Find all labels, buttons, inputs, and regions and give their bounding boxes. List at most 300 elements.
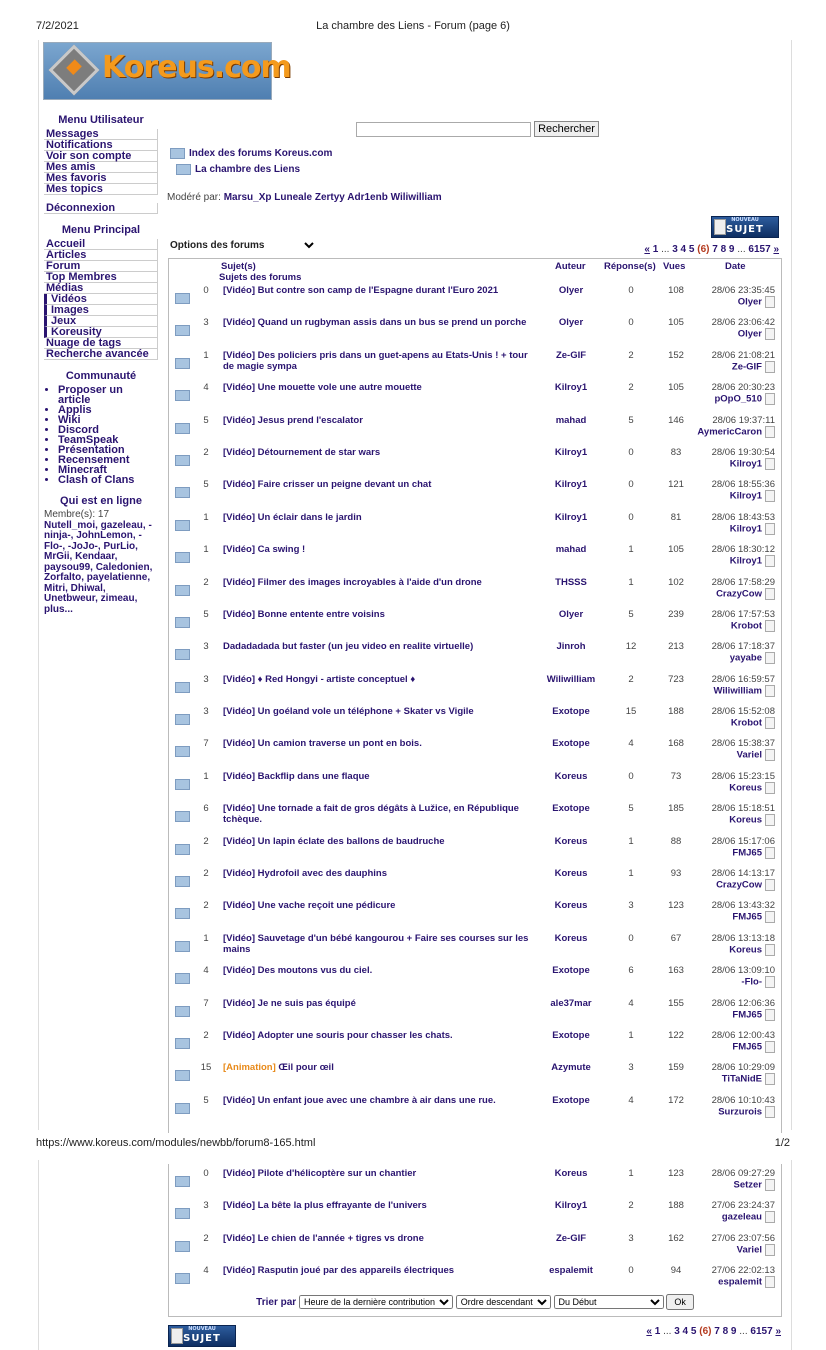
topic-author[interactable]: Exotope xyxy=(552,803,590,815)
last-post-icon[interactable] xyxy=(765,555,775,567)
pager-next[interactable]: » xyxy=(773,244,779,255)
topic-last-poster[interactable]: pOpO_510 xyxy=(714,393,762,405)
topic-author[interactable]: Koreus xyxy=(554,770,588,782)
topic-author[interactable]: THSSS xyxy=(555,576,587,588)
topic-author[interactable]: Koreus xyxy=(554,835,588,847)
topic-replies: 3 xyxy=(628,1232,634,1244)
topic-replies: 0 xyxy=(628,932,634,944)
last-post-icon[interactable] xyxy=(765,814,775,826)
topic-subject[interactable] xyxy=(223,1168,539,1179)
last-post-icon[interactable] xyxy=(765,393,775,405)
topic-last-poster[interactable]: Variel xyxy=(736,1244,762,1256)
last-post-icon[interactable] xyxy=(765,620,775,632)
topic-tag[interactable]: [Vidéo] xyxy=(223,965,256,977)
sort-order-select[interactable] xyxy=(456,1295,551,1309)
sidebar-item-images[interactable]: Images xyxy=(44,305,158,316)
community-item-presentation[interactable]: • Présentation xyxy=(58,445,158,455)
topic-date: 28/06 15:38:37 xyxy=(711,738,775,750)
topic-last-poster[interactable]: CrazyCow xyxy=(716,879,762,891)
topic-author[interactable]: Exotope xyxy=(552,1029,590,1041)
topic-author[interactable]: Koreus xyxy=(554,900,588,912)
topic-subject[interactable] xyxy=(223,706,539,717)
last-post-icon[interactable] xyxy=(765,976,775,988)
col-author[interactable]: Auteur xyxy=(555,261,586,272)
topic-tag[interactable]: [Vidéo] xyxy=(223,1168,256,1179)
topic-subject[interactable] xyxy=(223,350,539,372)
topic-author[interactable]: mahad xyxy=(555,414,587,426)
col-subject[interactable]: Sujet(s) xyxy=(221,261,256,272)
pager-last[interactable]: 6157 xyxy=(750,1326,773,1337)
topic-last-poster[interactable]: Koreus xyxy=(729,814,762,826)
sidebar-item-accueil[interactable]: Accueil xyxy=(44,239,158,250)
topic-author[interactable]: Olyer xyxy=(558,317,584,329)
table-row xyxy=(169,670,781,702)
last-post-icon[interactable] xyxy=(765,749,775,761)
topic-subject[interactable] xyxy=(223,738,539,749)
pager-before[interactable]: 3 4 5 xyxy=(672,244,695,255)
topic-rating: 5 xyxy=(203,414,209,426)
sidebar-item-notifications[interactable]: Notifications xyxy=(44,140,158,151)
last-post-icon[interactable] xyxy=(765,1244,775,1256)
topic-last-poster[interactable]: Wiliwilliam xyxy=(713,685,762,697)
table-row xyxy=(169,961,781,993)
topic-title[interactable]: Une vache reçoit une pédicure xyxy=(257,900,396,912)
topic-last-poster[interactable]: CrazyCow xyxy=(716,588,762,600)
site-logo[interactable] xyxy=(43,42,291,100)
breadcrumb-index[interactable] xyxy=(170,148,332,159)
last-post-icon[interactable] xyxy=(765,296,775,308)
topic-tag[interactable]: [Vidéo] xyxy=(223,511,256,523)
new-topic-button[interactable] xyxy=(711,216,779,238)
topic-tag[interactable]: [Vidéo] xyxy=(223,382,256,394)
topic-author[interactable]: Exotope xyxy=(552,1094,590,1106)
topic-author[interactable]: ale37mar xyxy=(550,997,592,1009)
sort-ok-button[interactable]: Ok xyxy=(666,1294,694,1310)
logo-text: Koreus.com xyxy=(102,50,291,85)
topic-rating: 0 xyxy=(203,1168,209,1179)
col-date[interactable]: Date xyxy=(725,261,746,272)
community-item-teamspeak[interactable]: • TeamSpeak xyxy=(58,435,158,445)
topic-date: 27/06 23:07:56 xyxy=(711,1232,775,1244)
sidebar-item-mes-topics[interactable]: Mes topics xyxy=(44,184,158,195)
topic-title[interactable]: Ca swing ! xyxy=(257,544,306,556)
col-views[interactable]: Vues xyxy=(663,261,686,272)
topic-title[interactable]: Un enfant joue avec une chambre à air dans une rue. xyxy=(257,1094,496,1106)
last-post-icon[interactable] xyxy=(765,782,775,794)
new-topic-button-bottom[interactable] xyxy=(168,1325,236,1347)
topic-tag[interactable]: [Vidéo] xyxy=(223,1232,256,1244)
folder-icon xyxy=(176,164,191,175)
topic-title[interactable]: Une tornade a fait de gros dégâts à Lužice, en République tchèque. xyxy=(223,803,519,826)
moderators-label: Modéré par: xyxy=(167,192,221,203)
topic-subject[interactable] xyxy=(223,1095,539,1106)
table-row xyxy=(169,994,781,1026)
topic-replies: 1 xyxy=(628,576,634,588)
topic-author[interactable]: Kilroy1 xyxy=(554,382,588,394)
sidebar-item-top-membres[interactable]: Top Membres xyxy=(44,272,158,283)
last-post-icon[interactable] xyxy=(765,1106,775,1118)
topic-subject[interactable] xyxy=(223,512,539,523)
document-icon xyxy=(171,1328,183,1344)
last-post-icon[interactable] xyxy=(765,426,775,438)
search-input[interactable] xyxy=(356,122,531,137)
topic-replies: 4 xyxy=(628,738,634,750)
topic-last-poster[interactable]: TiTaNidE xyxy=(721,1073,762,1085)
last-post-icon[interactable] xyxy=(765,361,775,373)
topic-tag[interactable]: [Vidéo] xyxy=(223,738,256,750)
topic-last-poster[interactable]: Surzurois xyxy=(718,1106,762,1118)
print-page-number: 1/2 xyxy=(774,1137,790,1149)
topic-title[interactable]: Dadadadada but faster (un jeu video en realite virtuelle) xyxy=(223,641,474,653)
topic-rating: 3 xyxy=(203,706,209,718)
last-post-icon[interactable] xyxy=(765,1179,775,1191)
topic-title[interactable]: Backflip dans une flaque xyxy=(257,770,370,782)
topic-tag[interactable]: [Vidéo] xyxy=(223,576,256,588)
topic-last-poster[interactable]: gazeleau xyxy=(721,1211,762,1223)
topic-date: 28/06 13:43:32 xyxy=(711,900,775,912)
last-post-icon[interactable] xyxy=(765,652,775,664)
topic-rating: 2 xyxy=(203,446,209,458)
topic-tag[interactable]: [Vidéo] xyxy=(223,803,256,815)
topic-author[interactable]: Azymute xyxy=(551,1062,591,1074)
pager-prev[interactable]: « xyxy=(646,1326,652,1337)
sort-range-select[interactable] xyxy=(554,1295,664,1309)
last-post-icon[interactable] xyxy=(765,1073,775,1085)
last-post-icon[interactable] xyxy=(765,847,775,859)
topic-icon xyxy=(175,455,190,466)
sidebar-item-medias[interactable]: Médias xyxy=(44,283,158,294)
topic-tag[interactable]: [Vidéo] xyxy=(223,1094,256,1106)
topic-title[interactable]: Sauvetage d'un bébé kangourou + Faire ses courses sur les mains xyxy=(223,932,529,955)
topic-icon xyxy=(175,1006,190,1017)
topic-title[interactable]: Faire crisser un peigne devant un chat xyxy=(257,479,432,491)
topic-icon xyxy=(175,1038,190,1049)
topic-last-poster[interactable]: Kilroy1 xyxy=(729,458,762,470)
forum-options-select[interactable] xyxy=(297,239,317,251)
last-post-icon[interactable] xyxy=(765,685,775,697)
topic-tag[interactable]: [Vidéo] xyxy=(223,900,256,912)
online-title: Qui est en ligne xyxy=(60,495,142,507)
sort-field-select[interactable] xyxy=(299,1295,453,1309)
folder-icon xyxy=(170,148,185,159)
pager-first[interactable]: 1 xyxy=(652,244,659,255)
topic-last-post xyxy=(655,415,775,438)
topic-last-poster[interactable]: FMJ65 xyxy=(732,1041,762,1053)
topic-date: 28/06 15:23:15 xyxy=(711,770,775,782)
topic-replies: 5 xyxy=(628,608,634,620)
sort-bar xyxy=(169,1294,781,1316)
sidebar-item-articles[interactable]: Articles xyxy=(44,250,158,261)
sidebar-item-jeux[interactable]: Jeux xyxy=(44,316,158,327)
topic-author[interactable]: Exotope xyxy=(552,965,590,977)
topic-author[interactable]: Wiliwilliam xyxy=(546,673,596,685)
topic-tag[interactable]: [Animation] xyxy=(223,1062,276,1074)
topic-title[interactable]: Des moutons vus du ciel. xyxy=(257,965,373,977)
topic-title[interactable]: Adopter une souris pour chasser les chats. xyxy=(257,1029,453,1041)
topic-title[interactable]: Je ne suis pas équipé xyxy=(257,997,356,1009)
topic-title[interactable]: Des policiers pris dans un guet-apens au Etats-Unis ! + tour de magie sympa xyxy=(223,349,528,372)
topic-author[interactable]: Kilroy1 xyxy=(554,479,588,491)
pager-after[interactable]: 7 8 9 xyxy=(712,244,735,255)
topic-tag[interactable]: [Vidéo] xyxy=(223,414,256,426)
topic-tag[interactable]: [Vidéo] xyxy=(223,285,256,296)
topic-tag[interactable]: [Vidéo] xyxy=(223,317,256,329)
topic-last-poster[interactable]: Olyer xyxy=(737,328,762,340)
table-row xyxy=(169,1261,781,1293)
sidebar-item-recherche-avancee[interactable]: Recherche avancée xyxy=(44,349,158,360)
last-post-icon[interactable] xyxy=(765,1211,775,1223)
topic-title[interactable]: La bête la plus effrayante de l'univers xyxy=(257,1200,427,1212)
topic-subject[interactable] xyxy=(223,965,539,976)
topic-title[interactable]: Œil pour œil xyxy=(278,1062,334,1074)
topic-author[interactable]: Olyer xyxy=(558,285,584,296)
community-item-proposer-un-article[interactable]: • Proposer un article xyxy=(58,385,158,405)
topic-date: 28/06 18:30:12 xyxy=(711,544,775,556)
topic-views: 163 xyxy=(668,965,684,977)
topic-subject[interactable] xyxy=(223,641,539,652)
community-item-wiki[interactable]: • Wiki xyxy=(58,415,158,425)
topic-subject[interactable] xyxy=(223,285,539,296)
topic-author[interactable]: Koreus xyxy=(554,932,588,944)
topic-rating: 3 xyxy=(203,673,209,685)
topic-last-poster[interactable]: FMJ65 xyxy=(732,1009,762,1021)
topic-last-poster[interactable]: Olyer xyxy=(737,296,762,308)
topic-subject[interactable] xyxy=(223,317,539,328)
topic-title[interactable]: Rasputin joué par des appareils électriques xyxy=(257,1265,455,1277)
topic-subject[interactable] xyxy=(223,674,539,685)
topic-author[interactable]: Ze-GIF xyxy=(555,1232,587,1244)
topic-subject[interactable] xyxy=(223,803,539,825)
topic-subject[interactable] xyxy=(223,933,539,955)
topic-date: 27/06 22:02:13 xyxy=(711,1265,775,1277)
topic-title[interactable]: But contre son camp de l'Espagne durant l'Euro 2021 xyxy=(257,285,499,296)
community-item-applis[interactable]: • Applis xyxy=(58,405,158,415)
topic-tag[interactable]: [Vidéo] xyxy=(223,770,256,782)
topic-tag[interactable]: [Vidéo] xyxy=(223,446,256,458)
pager-prev[interactable]: « xyxy=(644,244,650,255)
pager-next[interactable]: » xyxy=(775,1326,781,1337)
last-post-icon[interactable] xyxy=(765,1041,775,1053)
topic-icon xyxy=(175,585,190,596)
topic-author[interactable]: Olyer xyxy=(558,608,584,620)
topic-author[interactable]: Kilroy1 xyxy=(554,446,588,458)
last-post-icon[interactable] xyxy=(765,523,775,535)
last-post-icon[interactable] xyxy=(765,1009,775,1021)
forum-options-label: Options des forums xyxy=(170,240,265,251)
table-row xyxy=(169,540,781,572)
topic-rating: 2 xyxy=(203,1029,209,1041)
topic-tag[interactable]: [Vidéo] xyxy=(223,868,256,880)
topic-last-post xyxy=(655,965,775,988)
last-post-icon[interactable] xyxy=(765,944,775,956)
topic-subject[interactable] xyxy=(223,836,539,847)
topic-tag[interactable]: [Vidéo] xyxy=(223,1200,256,1212)
topic-views: 159 xyxy=(668,1062,684,1074)
topic-title[interactable]: Un goéland vole un téléphone + Skater vs Vigile xyxy=(257,706,474,718)
topic-subject[interactable] xyxy=(223,544,539,555)
forum-options[interactable] xyxy=(170,239,317,251)
pager-after[interactable]: 7 8 9 xyxy=(714,1326,737,1337)
community-item-recensement[interactable]: • Recensement xyxy=(58,455,158,465)
topic-icon xyxy=(175,1273,190,1284)
topic-last-poster[interactable]: Kilroy1 xyxy=(729,555,762,567)
topic-title[interactable]: Un éclair dans le jardin xyxy=(257,511,362,523)
topic-last-poster[interactable]: -Flo- xyxy=(741,976,762,988)
topic-replies: 1 xyxy=(628,835,634,847)
topic-last-post xyxy=(655,479,775,502)
community-item-clash-of-clans[interactable]: • Clash of Clans xyxy=(58,475,158,485)
moderators xyxy=(167,192,442,203)
topic-subject[interactable] xyxy=(223,1265,539,1276)
topic-tag[interactable]: [Vidéo] xyxy=(223,673,256,685)
topic-title[interactable]: ♦ Red Hongyi - artiste conceptuel ♦ xyxy=(257,673,416,685)
topic-tag[interactable]: [Vidéo] xyxy=(223,997,256,1009)
last-post-icon[interactable] xyxy=(765,588,775,600)
last-post-icon[interactable] xyxy=(765,490,775,502)
topic-title[interactable]: Détournement de star wars xyxy=(257,446,381,458)
topic-replies: 1 xyxy=(628,1029,634,1041)
topic-title[interactable]: Un camion traverse un pont en bois. xyxy=(257,738,422,750)
topic-subject[interactable] xyxy=(223,1233,539,1244)
sidebar-item-voir-son-compte[interactable]: Voir son compte xyxy=(44,151,158,162)
topic-title[interactable]: Hydrofoil avec des dauphins xyxy=(257,868,388,880)
topic-author[interactable]: espalemit xyxy=(549,1265,593,1277)
topic-author[interactable]: mahad xyxy=(555,544,587,556)
topic-title[interactable]: Jesus prend l'escalator xyxy=(257,414,363,426)
topic-title[interactable]: Bonne entente entre voisins xyxy=(257,608,385,620)
topic-tag[interactable]: [Vidéo] xyxy=(223,608,256,620)
table-row xyxy=(169,443,781,475)
community-item-minecraft[interactable]: • Minecraft xyxy=(58,465,158,475)
topic-subject[interactable] xyxy=(223,447,539,458)
topic-tag[interactable]: [Vidéo] xyxy=(223,349,256,361)
last-post-icon[interactable] xyxy=(765,458,775,470)
topic-last-poster[interactable]: FMJ65 xyxy=(732,911,762,923)
topic-tag[interactable]: [Vidéo] xyxy=(223,1029,256,1041)
topic-date: 28/06 23:06:42 xyxy=(711,317,775,329)
topic-author[interactable]: Exotope xyxy=(552,706,590,718)
topic-tag[interactable]: [Vidéo] xyxy=(223,1265,256,1277)
topic-replies: 1 xyxy=(628,544,634,556)
topic-views: 146 xyxy=(668,414,684,426)
online-members[interactable]: Nutell_moi, gazeleau, -ninja-, JohnLemon, -Flo-, -JoJo-, PurLio, MrGii, Kendaar, paysou99, Caledonien, Zorfalto, payelatienne, Mitri, Dhiwal, Unetbweur, zimeau, plus... xyxy=(44,519,153,615)
topic-last-poster[interactable]: FMJ65 xyxy=(732,847,762,859)
topic-last-poster[interactable]: AymericCaron xyxy=(697,426,762,438)
pager-dots: ... xyxy=(663,1326,672,1337)
topic-title[interactable]: Une mouette vole une autre mouette xyxy=(257,382,422,394)
last-post-icon[interactable] xyxy=(765,1276,775,1288)
topic-last-poster[interactable]: Krobot xyxy=(730,620,762,632)
topic-last-post xyxy=(655,1168,775,1191)
moderators-names[interactable]: Marsu_Xp Luneale Zertyy Adr1enb Wiliwilliam xyxy=(223,192,442,203)
topic-last-poster[interactable]: Krobot xyxy=(730,717,762,729)
topic-author[interactable]: Koreus xyxy=(554,868,588,880)
topic-subject[interactable] xyxy=(223,900,539,911)
pager-current: (6) xyxy=(697,244,710,255)
pager-first[interactable]: 1 xyxy=(654,1326,661,1337)
topic-author[interactable]: Kilroy1 xyxy=(554,1200,588,1212)
logout-link[interactable]: Déconnexion xyxy=(44,203,158,214)
topic-tag[interactable]: [Vidéo] xyxy=(223,479,256,491)
sidebar-item-koreusity[interactable]: Koreusity xyxy=(44,327,158,338)
topics-table-continued xyxy=(168,1164,782,1317)
topic-tag[interactable]: [Vidéo] xyxy=(223,835,256,847)
topic-subject[interactable] xyxy=(223,868,539,879)
topic-subject[interactable] xyxy=(223,479,539,490)
breadcrumb-forum-label: La chambre des Liens xyxy=(195,164,301,176)
topic-last-poster[interactable]: yayabe xyxy=(729,652,762,664)
topic-last-poster[interactable]: Koreus xyxy=(729,782,762,794)
topic-rating: 3 xyxy=(203,1200,209,1212)
topic-last-poster[interactable]: Ze-GIF xyxy=(731,361,762,373)
topic-date: 28/06 12:00:43 xyxy=(711,1029,775,1041)
topic-last-poster[interactable]: Koreus xyxy=(729,944,762,956)
topic-subject[interactable] xyxy=(223,998,539,1009)
table-row xyxy=(169,1091,781,1123)
topic-subject[interactable] xyxy=(223,609,539,620)
sidebar-item-mes-favoris[interactable]: Mes favoris xyxy=(44,173,158,184)
topic-title[interactable]: Pilote d'hélicoptère sur un chantier xyxy=(257,1168,417,1179)
last-post-icon[interactable] xyxy=(765,911,775,923)
topic-subject[interactable] xyxy=(223,771,539,782)
topic-subject[interactable] xyxy=(223,1200,539,1211)
topics-table xyxy=(168,258,782,1133)
topic-title[interactable]: Le chien de l'année + tigres vs drone xyxy=(257,1232,424,1244)
pager-before[interactable]: 3 4 5 xyxy=(674,1326,697,1337)
topic-author[interactable]: Jinroh xyxy=(556,641,586,653)
topic-last-poster[interactable]: espalemit xyxy=(718,1276,762,1288)
last-post-icon[interactable] xyxy=(765,879,775,891)
topic-tag[interactable]: [Vidéo] xyxy=(223,932,256,944)
sidebar-item-nuage-de-tags[interactable]: Nuage de tags xyxy=(44,338,158,349)
sidebar-item-videos[interactable]: Vidéos xyxy=(44,294,158,305)
topic-subject[interactable] xyxy=(223,382,539,393)
breadcrumb-forum[interactable] xyxy=(176,164,300,175)
topic-tag[interactable]: [Vidéo] xyxy=(223,544,256,556)
sidebar-item-mes-amis[interactable]: Mes amis xyxy=(44,162,158,173)
topic-subject[interactable] xyxy=(223,1030,539,1041)
topic-author[interactable]: Kilroy1 xyxy=(554,511,588,523)
topic-title[interactable]: Un lapin éclate des ballons de baudruche xyxy=(257,835,445,847)
table-row xyxy=(169,1164,781,1196)
table-row xyxy=(169,1026,781,1058)
sidebar-item-messages[interactable]: Messages xyxy=(44,129,158,140)
topic-title[interactable]: Filmer des images incroyables à l'aide d'un drone xyxy=(257,576,482,588)
topic-views: 162 xyxy=(668,1232,684,1244)
topic-last-poster[interactable]: Kilroy1 xyxy=(729,523,762,535)
topic-last-poster[interactable]: Kilroy1 xyxy=(729,490,762,502)
topic-author[interactable]: Ze-GIF xyxy=(555,349,587,361)
community-item-discord[interactable]: • Discord xyxy=(58,425,158,435)
last-post-icon[interactable] xyxy=(765,717,775,729)
topic-title[interactable]: Quand un rugbyman assis dans un bus se prend un porche xyxy=(257,317,527,329)
topic-icon xyxy=(175,746,190,757)
topic-last-poster[interactable]: Variel xyxy=(736,749,762,761)
topic-author[interactable]: Koreus xyxy=(554,1168,588,1179)
last-post-icon[interactable] xyxy=(765,328,775,340)
topic-subject[interactable] xyxy=(223,577,539,588)
topic-subject[interactable] xyxy=(223,1062,539,1073)
topic-subject[interactable] xyxy=(223,415,539,426)
topic-author[interactable]: Exotope xyxy=(552,738,590,750)
sidebar-item-forum[interactable]: Forum xyxy=(44,261,158,272)
col-replies[interactable]: Réponse(s) xyxy=(604,261,656,272)
pager-last[interactable]: 6157 xyxy=(748,244,771,255)
topic-last-poster[interactable]: Setzer xyxy=(733,1179,762,1191)
topic-tag[interactable]: [Vidéo] xyxy=(223,706,256,718)
topic-last-post xyxy=(655,577,775,600)
search-button[interactable]: Rechercher xyxy=(534,121,599,137)
